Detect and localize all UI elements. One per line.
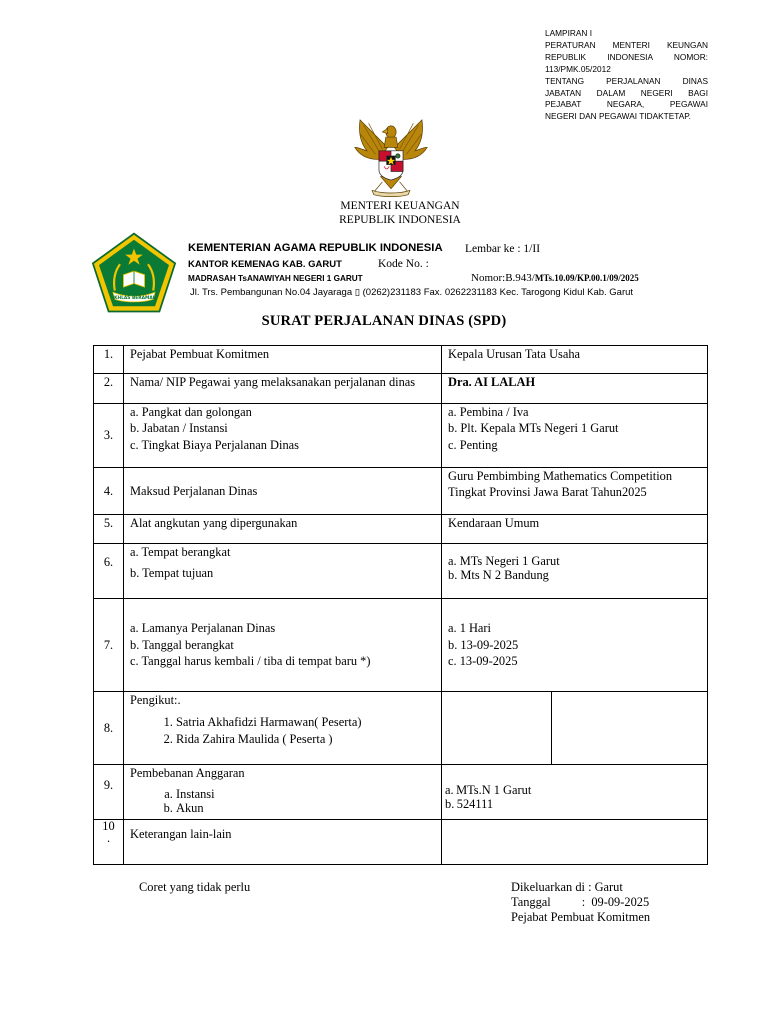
list-item: 2. Rida Zahira Maulida ( Peserta ) xyxy=(176,731,435,747)
row-subvalue: b. 524111 xyxy=(445,797,494,811)
row-label xyxy=(124,404,442,468)
kode-label: Kode No. : xyxy=(378,258,429,270)
row-sublabel: c. Tingkat Biaya Perjalanan Dinas xyxy=(130,437,299,452)
lampiran-line: TENTANG PERJALANAN DINAS xyxy=(545,75,708,86)
row-sublabel: a. Lamanya Perjalanan Dinas xyxy=(130,621,276,636)
row-value xyxy=(442,820,708,865)
lampiran-line: PEJABAT NEGARA, PEGAWAI xyxy=(545,99,708,110)
lembar-label: Lembar ke : 1/II xyxy=(465,243,541,255)
row-label: Alat angkutan yang dipergunakan xyxy=(124,515,442,544)
row-number: 1. xyxy=(94,346,124,374)
spd-table xyxy=(93,345,708,865)
ministry-line: MENTERI KEUANGAN xyxy=(340,200,460,212)
table-row xyxy=(94,374,708,404)
pengikut-list xyxy=(130,714,435,747)
logo-ribbon-text: IKHLAS BERAMAL xyxy=(112,295,156,301)
row-sublabel: b. Tempat tujuan xyxy=(130,566,214,581)
row-subvalue: c. Penting xyxy=(448,437,498,452)
garuda-emblem-icon xyxy=(348,113,434,199)
list-item: b. Akun xyxy=(176,802,435,815)
dikeluarkan-line: Dikeluarkan di : Garut xyxy=(511,880,623,894)
table-row xyxy=(94,404,708,468)
row-subvalue: b. Plt. Kepala MTs Negeri 1 Garut xyxy=(448,421,619,436)
row-subvalue: a. 1 Hari xyxy=(448,621,492,636)
row-number xyxy=(94,820,124,865)
lampiran-line: LAMPIRAN I xyxy=(545,28,593,38)
nomor-rest: MTs.10.09/KP.00.1/09/2025 xyxy=(534,273,639,283)
pejabat-line: Pejabat Pembuat Komitmen xyxy=(511,910,651,924)
row-subvalue: a. MTs Negeri 1 Garut xyxy=(448,554,560,568)
row-number: 3. xyxy=(94,404,124,468)
row-label xyxy=(124,692,442,765)
row-value xyxy=(552,692,708,765)
row-sublabel: Pengikut:. xyxy=(130,693,181,707)
row-value: Kepala Urusan Tata Usaha xyxy=(442,346,708,374)
table-row xyxy=(94,599,708,692)
lampiran-line: NEGERI DAN PEGAWAI TIDAKTETAP. xyxy=(545,111,691,122)
row-value xyxy=(442,692,552,765)
address-line: Jl. Trs. Pembangunan No.04 Jayaraga ▯ (0262)231183 Fax. 0262231183 Kec. Tarogong Kidul Kab. Garut xyxy=(190,287,634,298)
nomor-prefix: Nomor:B.943/ xyxy=(471,272,535,284)
row-sublabel: a. Pangkat dan golongan xyxy=(130,405,252,419)
row-value: Kendaraan Umum xyxy=(442,515,708,544)
table-row xyxy=(94,765,708,820)
row-number-bottom: . xyxy=(106,831,111,845)
row-label xyxy=(124,765,442,820)
row-number: 6. xyxy=(94,544,124,599)
anggaran-list xyxy=(130,788,435,815)
row-subvalue: a. MTs.N 1 Garut xyxy=(445,783,532,797)
row-number: 9. xyxy=(94,765,124,820)
row-number: 5. xyxy=(94,515,124,544)
row-subvalue: b. 13-09-2025 xyxy=(448,637,519,652)
table-row xyxy=(94,468,708,515)
table-row xyxy=(94,515,708,544)
table-row xyxy=(94,544,708,599)
row-sublabel: b. Tanggal berangkat xyxy=(130,637,234,652)
footer-signature xyxy=(511,880,650,925)
row-subvalue: b. Mts N 2 Bandung xyxy=(448,567,549,582)
lampiran-line: 113/PMK.05/2012 xyxy=(545,63,611,74)
row-label: Pejabat Pembuat Komitmen xyxy=(124,346,442,374)
row-value xyxy=(442,599,708,692)
document-title: SURAT PERJALANAN DINAS (SPD) xyxy=(261,313,507,329)
table-row xyxy=(94,820,708,865)
tanggal-line: Tanggal : 09-09-2025 xyxy=(511,895,650,909)
row-number: 2. xyxy=(94,374,124,404)
coret-note: Coret yang tidak perlu xyxy=(139,880,251,894)
row-number: 7. xyxy=(94,599,124,692)
lampiran-block xyxy=(545,28,708,123)
row-sublabel: a. Tempat berangkat xyxy=(130,545,231,559)
kantor-name: KANTOR KEMENAG KAB. GARUT xyxy=(188,259,342,270)
row-value: Dra. AI LALAH xyxy=(442,374,708,404)
row-label: Nama/ NIP Pegawai yang melaksanakan perjalanan dinas xyxy=(124,374,442,404)
row-number-top: 10 xyxy=(102,819,115,833)
lampiran-line: PERATURAN MENTERI KEUNGAN xyxy=(545,39,708,50)
row-number: 8. xyxy=(94,692,124,765)
row-subvalue: c. 13-09-2025 xyxy=(448,654,518,669)
row-label: Keterangan lain-lain xyxy=(124,820,442,865)
row-value xyxy=(442,468,708,515)
lampiran-line: JABATAN DALAM NEGERI BAGI xyxy=(545,87,708,98)
row-sublabel: b. Jabatan / Instansi xyxy=(130,421,228,436)
list-item: 1. Satria Akhafidzi Harmawan( Peserta) xyxy=(176,714,435,730)
list-item: a. Instansi xyxy=(176,788,435,801)
nomor-surat xyxy=(471,272,639,284)
table-row xyxy=(94,692,708,765)
row-sublabel: Pembebanan Anggaran xyxy=(130,766,245,780)
ministry-line: REPUBLIK INDONESIA xyxy=(339,214,461,226)
row-value xyxy=(442,765,708,820)
madrasah-name: MADRASAH TsANAWIYAH NEGERI 1 GARUT xyxy=(188,274,363,283)
row-value xyxy=(442,544,708,599)
org-name: KEMENTERIAN AGAMA REPUBLIK INDONESIA xyxy=(188,242,443,254)
ministry-heading xyxy=(300,199,500,227)
row-subvalue: a. Pembina / Iva xyxy=(448,405,529,419)
row-value xyxy=(442,404,708,468)
row-label: Maksud Perjalanan Dinas xyxy=(124,468,442,515)
lampiran-line: REPUBLIK INDONESIA NOMOR: xyxy=(545,51,708,62)
row-number: 4. xyxy=(94,468,124,515)
row-label xyxy=(124,544,442,599)
kemenag-logo-icon xyxy=(90,231,178,315)
row-subvalue: Tingkat Provinsi Jawa Barat Tahun2025 xyxy=(448,485,647,500)
table-row xyxy=(94,346,708,374)
row-sublabel: c. Tanggal harus kembali / tiba di tempat baru *) xyxy=(130,654,371,669)
row-subvalue: Guru Pembimbing Mathematics Competition xyxy=(448,469,673,483)
row-label xyxy=(124,599,442,692)
